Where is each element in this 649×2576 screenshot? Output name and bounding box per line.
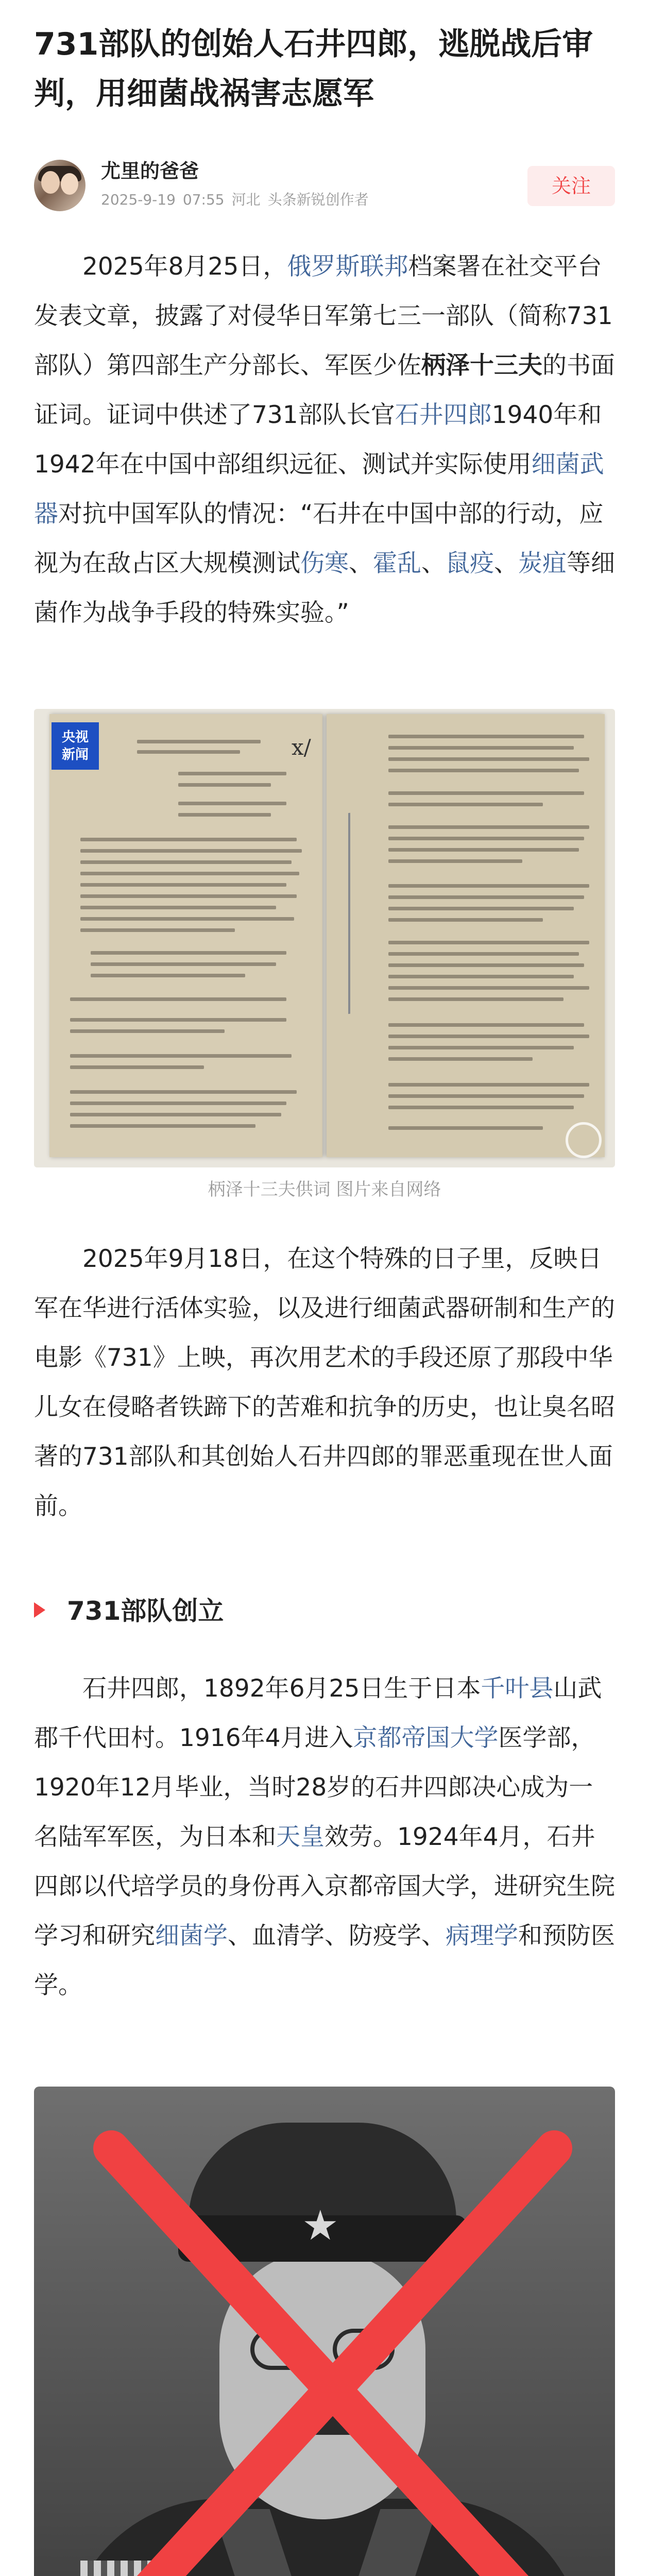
author-meta xyxy=(101,190,376,210)
author-avatar[interactable] xyxy=(34,160,86,211)
link-bacteriology[interactable]: 细菌学 xyxy=(155,1922,228,1950)
link-chiba[interactable]: 千叶县 xyxy=(481,1674,554,1703)
triangle-bullet-icon xyxy=(34,1602,45,1618)
section-heading-text: 731部队创立 xyxy=(67,1596,224,1626)
ishii-portrait-image[interactable] xyxy=(34,2087,615,2576)
cctv-news-logo: 央视 新闻 xyxy=(52,722,99,770)
star-icon: ★ xyxy=(302,2201,339,2249)
link-pathology[interactable]: 病理学 xyxy=(446,1922,518,1950)
link-russian-federation[interactable]: 俄罗斯联邦 xyxy=(287,252,408,281)
watermark-icon xyxy=(566,1122,602,1158)
author-badge: 头条新锐创作者 xyxy=(267,191,369,208)
link-ishii-shiro[interactable]: 石井四郎 xyxy=(395,401,492,429)
publish-date: 2025-9-19 xyxy=(101,191,176,208)
document-page-left: x/ xyxy=(49,714,322,1157)
author-name[interactable]: 尤里的爸爸 xyxy=(101,160,199,182)
link-plague[interactable]: 鼠疫 xyxy=(446,549,494,578)
author-location: 河北 xyxy=(231,191,261,208)
bold-name: 柄泽十三夫 xyxy=(421,351,542,380)
link-typhoid[interactable]: 伤寒 xyxy=(300,549,349,578)
red-cross-icon xyxy=(34,2087,615,2576)
link-emperor[interactable]: 天皇 xyxy=(276,1823,324,1851)
paragraph-intro: 2025年8月25日，俄罗斯联邦档案署在社交平台发表文章，披露了对侵华日军第七三一部队（简称731部队）第四部生产分部长、军医少佐柄泽十三夫的书面证词。证词中供述了731部队长官石井四郎1940年和1942年在中国中部组织远征、测试并实际使用细菌武器对抗中国军队的情况：“石井在中国中部的行动，应视为在敌占区大规模测试伤寒、霍乱、鼠疫、炭疽等细菌作为战争手段的特殊实验。” xyxy=(34,252,615,627)
link-bio-weapon[interactable]: 细菌武器 xyxy=(34,450,604,528)
handwritten-signature xyxy=(348,811,369,1014)
link-cholera[interactable]: 霍乱 xyxy=(373,549,421,578)
follow-button[interactable]: 关注 xyxy=(527,166,615,206)
link-kyoto-university[interactable]: 京都帝国大学 xyxy=(353,1724,499,1752)
paragraph-biography: 石井四郎，1892年6月25日生于日本千叶县山武郡千代田村。1916年4月进入京都帝国大学医学部，1920年12月毕业，当时28岁的石井四郎决心成为一名陆军军医，为日本和天皇效劳。1924年4月，石井四郎以代培学员的身份再入京都帝国大学，进研究生院学习和研究细菌学、血清学、防疫学、病理学和预防医学。 xyxy=(34,1674,615,1999)
image-caption: 柄泽十三夫供词 图片来自网络 xyxy=(208,1179,441,1200)
author-row xyxy=(34,158,615,214)
link-anthrax[interactable]: 炭疽 xyxy=(518,549,567,578)
testimony-document-image[interactable] xyxy=(34,709,615,1167)
article-title: 731部队的创始人石井四郎，逃脱战后审判，用细菌战祸害志愿军 xyxy=(34,26,593,112)
publish-time: 07:55 xyxy=(182,191,225,208)
paragraph-movie: 2025年9月18日，在这个特殊的日子里，反映日军在华进行活体实验，以及进行细菌武器研制和生产的电影《731》上映，再次用艺术的手段还原了那段中华儿女在侵略者铁蹄下的苦难和抗争的历史，也让臭名昭著的731部队和其创始人石井四郎的罪恶重现在世人面前。 xyxy=(34,1245,615,1520)
